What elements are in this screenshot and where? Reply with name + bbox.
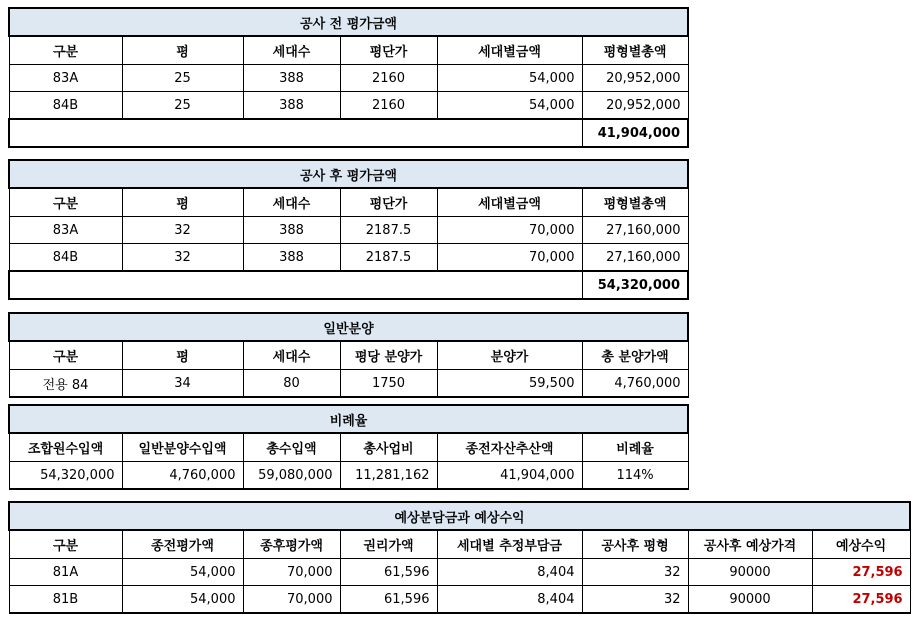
column-header: 세대별금액 bbox=[437, 36, 582, 65]
column-header: 평당 분양가 bbox=[340, 341, 437, 370]
cell-per-household: 54,000 bbox=[437, 92, 582, 120]
cell-total-sale: 4,760,000 bbox=[582, 370, 688, 398]
table-title: 예상분담금과 예상수익 bbox=[9, 502, 910, 530]
column-header: 평 bbox=[122, 36, 243, 65]
table-title: 공사 전 평가금액 bbox=[9, 8, 688, 36]
cell-unit-price: 2160 bbox=[340, 92, 437, 120]
cell-pyeong: 25 bbox=[122, 92, 243, 120]
cell-post-value: 70,000 bbox=[243, 586, 340, 614]
column-header: 종전평가액 bbox=[122, 530, 243, 559]
cell-type-total: 20,952,000 bbox=[582, 92, 688, 120]
cell-rights-value: 61,596 bbox=[340, 586, 437, 614]
cell-households: 388 bbox=[243, 65, 340, 92]
cell-type: 84B bbox=[9, 244, 122, 272]
column-header: 구분 bbox=[9, 530, 122, 559]
total-spacer bbox=[9, 119, 582, 147]
table-title: 일반분양 bbox=[9, 313, 688, 341]
table-row bbox=[9, 462, 688, 490]
column-header: 종후평가액 bbox=[243, 530, 340, 559]
column-header: 비례율 bbox=[582, 433, 688, 462]
cell-pyeong: 32 bbox=[122, 244, 243, 272]
column-header: 세대수 bbox=[243, 36, 340, 65]
cell-type: 83A bbox=[9, 65, 122, 92]
cell-type-total: 27,160,000 bbox=[582, 244, 688, 272]
column-header: 분양가 bbox=[437, 341, 582, 370]
cell-prior-value: 54,000 bbox=[122, 586, 243, 614]
cell-unit-price: 2187.5 bbox=[340, 217, 437, 244]
total-spacer bbox=[9, 271, 582, 299]
cell-ratio: 114% bbox=[582, 462, 688, 490]
after-valuation-table bbox=[8, 159, 689, 300]
column-header: 구분 bbox=[9, 188, 122, 217]
cell-member-income: 54,320,000 bbox=[9, 462, 122, 490]
column-header: 권리가액 bbox=[340, 530, 437, 559]
column-header: 세대별 추정부담금 bbox=[437, 530, 582, 559]
cell-type-total: 27,160,000 bbox=[582, 217, 688, 244]
cell-total-income: 59,080,000 bbox=[243, 462, 340, 490]
table-row bbox=[9, 559, 910, 586]
column-header: 평 bbox=[122, 341, 243, 370]
column-header: 종전자산추산액 bbox=[437, 433, 582, 462]
grand-total: 41,904,000 bbox=[582, 119, 688, 147]
cell-type: 81A bbox=[9, 559, 122, 586]
table-row bbox=[9, 244, 688, 272]
cell-post-pyeong: 32 bbox=[582, 586, 688, 614]
column-header: 세대수 bbox=[243, 188, 340, 217]
cell-unit-price: 2160 bbox=[340, 65, 437, 92]
column-header: 세대수 bbox=[243, 341, 340, 370]
grand-total: 54,320,000 bbox=[582, 271, 688, 299]
cell-per-household: 54,000 bbox=[437, 65, 582, 92]
cell-estimated-charge: 8,404 bbox=[437, 586, 582, 614]
column-header: 조합원수입액 bbox=[9, 433, 122, 462]
cell-unit-price: 2187.5 bbox=[340, 244, 437, 272]
column-header: 평 bbox=[122, 188, 243, 217]
general-sale-table bbox=[8, 312, 689, 398]
cell-general-income: 4,760,000 bbox=[122, 462, 243, 490]
cell-type: 83A bbox=[9, 217, 122, 244]
column-header: 공사후 평형 bbox=[582, 530, 688, 559]
cell-per-household: 70,000 bbox=[437, 244, 582, 272]
cell-households: 388 bbox=[243, 244, 340, 272]
cell-expected-price: 90000 bbox=[688, 559, 812, 586]
cell-per-household: 70,000 bbox=[437, 217, 582, 244]
table-title: 비례율 bbox=[9, 405, 688, 433]
cell-pyeong: 32 bbox=[122, 217, 243, 244]
cell-households: 388 bbox=[243, 92, 340, 120]
column-header: 총수입액 bbox=[243, 433, 340, 462]
cell-type: 84B bbox=[9, 92, 122, 120]
ratio-table bbox=[8, 404, 689, 490]
column-header: 구분 bbox=[9, 36, 122, 65]
cell-sale-price: 59,500 bbox=[437, 370, 582, 398]
cell-type-total: 20,952,000 bbox=[582, 65, 688, 92]
table-row bbox=[9, 65, 688, 92]
cell-expected-profit: 27,596 bbox=[812, 559, 910, 586]
cell-estimated-charge: 8,404 bbox=[437, 559, 582, 586]
cell-prior-assets: 41,904,000 bbox=[437, 462, 582, 490]
column-header: 예상수익 bbox=[812, 530, 910, 559]
cell-expected-price: 90000 bbox=[688, 586, 812, 614]
column-header: 구분 bbox=[9, 341, 122, 370]
column-header: 평형별총액 bbox=[582, 188, 688, 217]
cell-rights-value: 61,596 bbox=[340, 559, 437, 586]
table-row bbox=[9, 370, 688, 398]
cell-households: 80 bbox=[243, 370, 340, 398]
column-header: 공사후 예상가격 bbox=[688, 530, 812, 559]
column-header: 세대별금액 bbox=[437, 188, 582, 217]
column-header: 총 분양가액 bbox=[582, 341, 688, 370]
table-row bbox=[9, 92, 688, 120]
cell-pyeong: 25 bbox=[122, 65, 243, 92]
table-row bbox=[9, 217, 688, 244]
column-header: 평단가 bbox=[340, 188, 437, 217]
before-valuation-table bbox=[8, 7, 689, 148]
cell-households: 388 bbox=[243, 217, 340, 244]
column-header: 총사업비 bbox=[340, 433, 437, 462]
column-header: 평형별총액 bbox=[582, 36, 688, 65]
cell-pyeong: 34 bbox=[122, 370, 243, 398]
table-row bbox=[9, 586, 910, 614]
column-header: 일반분양수입액 bbox=[122, 433, 243, 462]
cell-unit-price: 1750 bbox=[340, 370, 437, 398]
column-header: 평단가 bbox=[340, 36, 437, 65]
expected-profit-table bbox=[8, 501, 911, 614]
cell-total-cost: 11,281,162 bbox=[340, 462, 437, 490]
cell-type: 전용 84 bbox=[9, 370, 122, 398]
cell-prior-value: 54,000 bbox=[122, 559, 243, 586]
cell-type: 81B bbox=[9, 586, 122, 614]
cell-expected-profit: 27,596 bbox=[812, 586, 910, 614]
cell-post-pyeong: 32 bbox=[582, 559, 688, 586]
table-title: 공사 후 평가금액 bbox=[9, 160, 688, 188]
cell-post-value: 70,000 bbox=[243, 559, 340, 586]
